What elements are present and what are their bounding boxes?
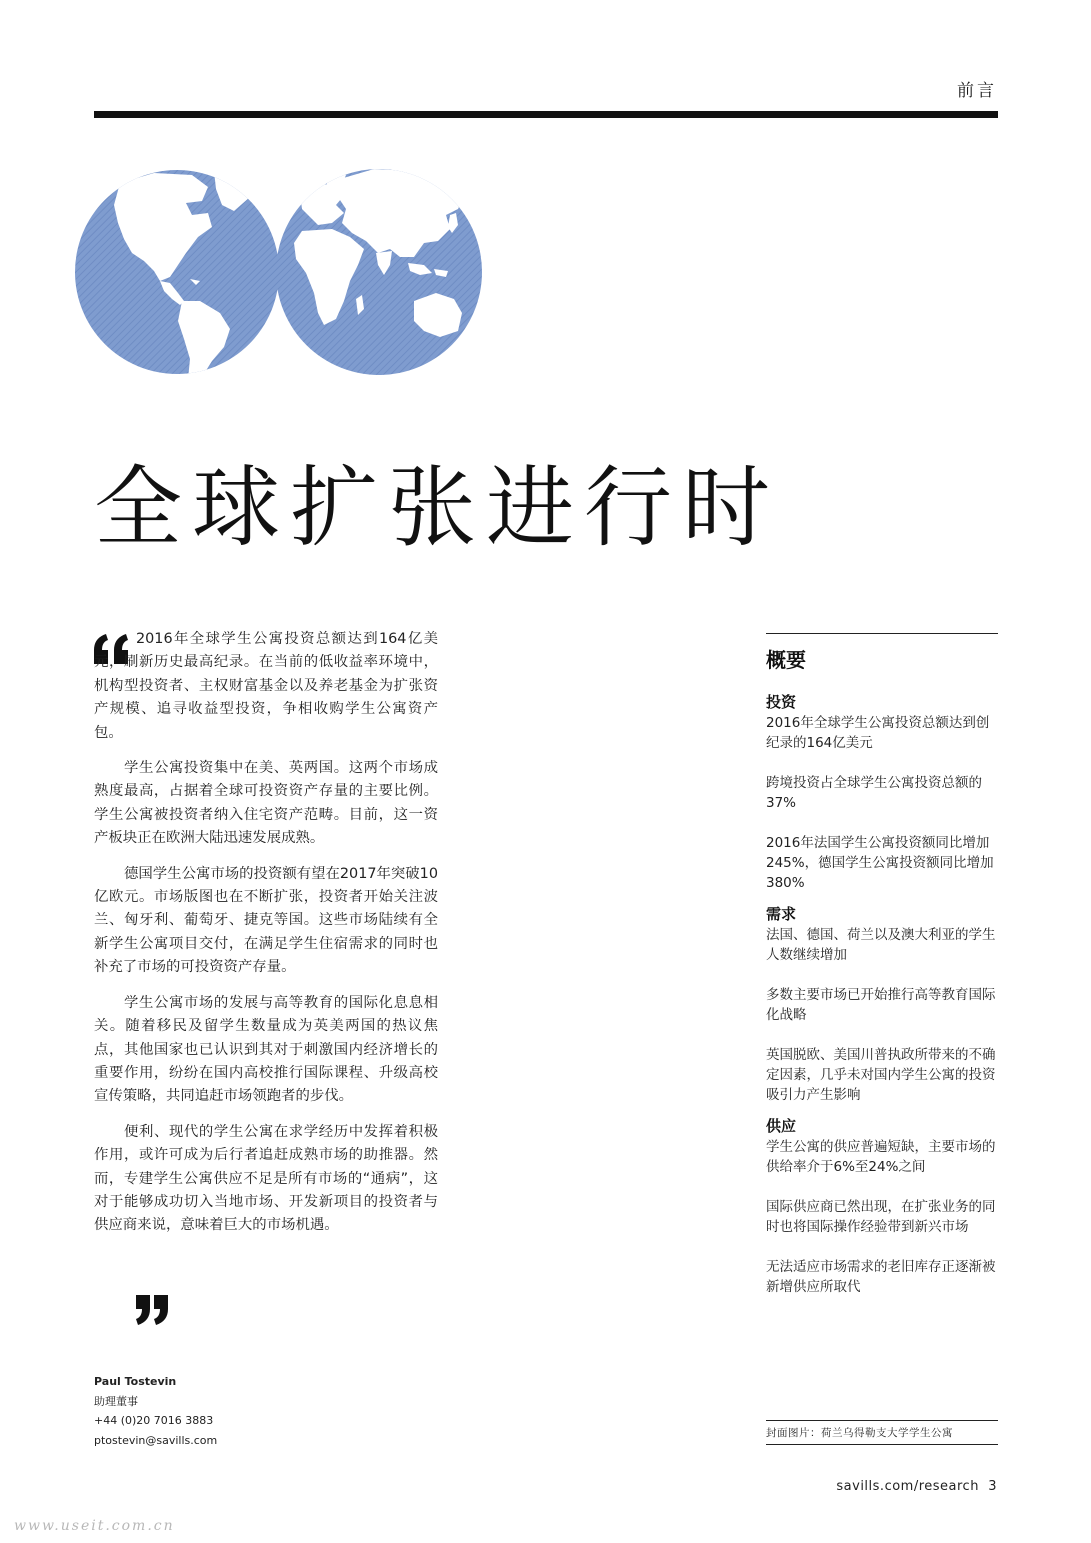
- summary-group-title: 投资: [766, 693, 797, 711]
- cover-caption: 封面图片：荷兰乌得勒支大学学生公寓: [766, 1420, 998, 1445]
- quote-close-icon: [132, 1277, 172, 1337]
- page-footer: [836, 1479, 997, 1494]
- summary-heading: 概要: [766, 648, 806, 672]
- summary-item: 2016年法国学生公寓投资额同比增加245%，德国学生公寓投资额同比增加380%: [766, 835, 994, 891]
- summary-group-title: 需求: [766, 905, 797, 923]
- author-phone: +44 (0)20 7016 3883: [94, 1414, 214, 1427]
- body-paragraph: 学生公寓投资集中在美、英两国。这两个市场成熟度最高，占据着全球可投资资产存量的主要比例。学生公寓被投资者纳入住宅资产范畴。目前，这一资产板块正在欧洲大陆迅速发展成熟。: [94, 760, 438, 847]
- summary-item: 跨境投资占全球学生公寓投资总额的37%: [766, 775, 982, 811]
- summary-item: 学生公寓的供应普遍短缺，主要市场的供给率介于6%至24%之间: [766, 1139, 996, 1175]
- section-label: 前言: [957, 81, 997, 101]
- page-title: 全球扩张进行时: [94, 456, 781, 559]
- summary-item: 多数主要市场已开始推行高等教育国际化战略: [766, 987, 996, 1023]
- summary-item: 英国脱欧、美国川普执政所带来的不确定因素，几乎未对国内学生公寓的投资吸引力产生影响: [766, 1047, 996, 1103]
- summary-panel: [766, 633, 998, 1317]
- body-paragraph: 便利、现代的学生公寓在求学经历中发挥着积极作用，或许可成为后行者追赶成熟市场的助推器。然而，专建学生公寓供应不足是所有市场的“通病”，这对于能够成功切入当地市场、开发新项目的投资者与供应商来说，意味着巨大的市场机遇。: [94, 1123, 438, 1234]
- summary-item: 国际供应商已然出现，在扩张业务的同时也将国际操作经验带到新兴市场: [766, 1199, 996, 1235]
- author-block: [94, 1372, 217, 1450]
- summary-group-title: 供应: [766, 1117, 797, 1135]
- summary-group-investment: [766, 691, 998, 893]
- summary-group-supply: [766, 1115, 998, 1297]
- summary-item: 法国、德国、荷兰以及澳大利亚的学生人数继续增加: [766, 927, 996, 963]
- summary-item: 2016年全球学生公寓投资总额达到创纪录的164亿美元: [766, 715, 990, 751]
- author-role: 助理董事: [94, 1394, 138, 1408]
- author-email[interactable]: ptostevin@savills.com: [94, 1433, 218, 1447]
- body-paragraph: 德国学生公寓市场的投资额有望在2017年突破10亿欧元。市场版图也在不断扩张，投资者开始关注波兰、匈牙利、葡萄牙、捷克等国。这些市场陆续有全新学生公寓项目交付，在满足学生住宿需求的同时也补充了市场的可投资资产存量。: [94, 865, 438, 976]
- body-paragraph: 2016年全球学生公寓投资总额达到164亿美元，刷新历史最高纪录。在当前的低收益率环境中，机构型投资者、主权财富基金以及养老基金为扩张资产规模、追寻收益型投资，争相收购学生公寓资产包。: [94, 631, 438, 741]
- world-map-globe-icon: [74, 153, 484, 391]
- watermark: www.useit.com.cn: [14, 1518, 175, 1534]
- summary-item: 无法适应市场需求的老旧库存正逐渐被新增供应所取代: [766, 1259, 996, 1295]
- author-name: Paul Tostevin: [94, 1375, 177, 1388]
- body-text-column: [94, 628, 438, 1250]
- footer-site[interactable]: savills.com/research: [836, 1479, 979, 1494]
- summary-group-demand: [766, 903, 998, 1105]
- body-paragraph: 学生公寓市场的发展与高等教育的国际化息息相关。随着移民及留学生数量成为英美两国的热议焦点，其他国家也已认识到其对于刺激国内经济增长的重要作用，纷纷在国内高校推行国际课程、升级高校宣传策略，共同追赶市场领跑者的步伐。: [94, 994, 438, 1105]
- page-number: 3: [988, 1479, 997, 1494]
- header-rule: [94, 111, 998, 118]
